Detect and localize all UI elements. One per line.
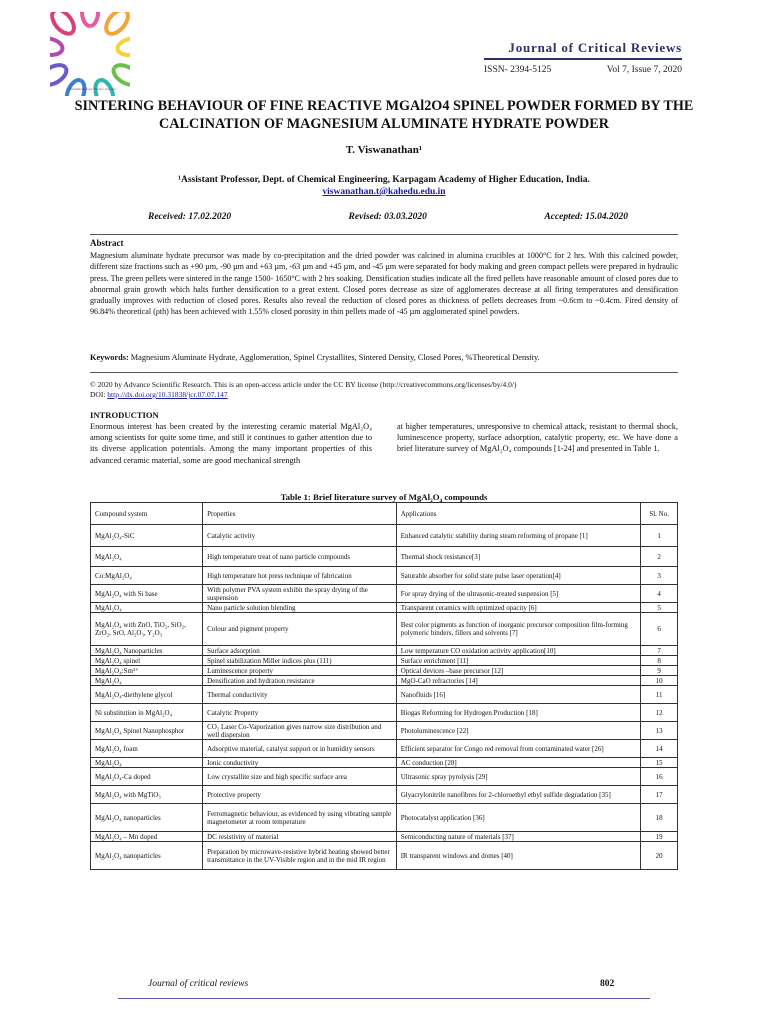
table-cell: MgAl₂O₄ [91,603,203,613]
table-row [91,740,678,758]
table-row [91,585,678,603]
issn: ISSN- 2394-5125 [484,65,552,75]
table-cell: Low crystallite size and high specific surface area [203,768,397,786]
table-cell: 5 [641,603,678,613]
table-cell: MgAl₂O₄-SiC [91,525,203,547]
table-cell: 11 [641,686,678,704]
table-cell: 17 [641,786,678,804]
table-row [91,656,678,666]
table-cell: Luminescence property [203,666,397,676]
table-cell: Transparent ceramics with optimized opacity [6] [396,603,641,613]
table-row [91,547,678,567]
logo-caption: Multidisciplinary Review Journal [68,87,116,91]
header-cell: Properties [203,503,397,525]
journal-logo [50,12,130,96]
table-cell: MgAl₂O₄ Spinel Nanophosphor [91,722,203,740]
literature-table [90,502,678,870]
table-row [91,646,678,656]
table-row [91,666,678,676]
table-cell: MgAl₂O₄ [91,758,203,768]
table-cell: Photoluminescence [22] [396,722,641,740]
table-cell: Semiconducting nature of materials [37] [396,832,641,842]
table-cell: Optical devices –base precursor [12] [396,666,641,676]
table-cell: MgO-CaO refractories [14] [396,676,641,686]
table-cell: 3 [641,567,678,585]
table-cell: MgAl₂O₄ [91,547,203,567]
table-cell: Thermal conductivity [203,686,397,704]
table-cell: Ni substitution in MgAl₂O₄ [91,704,203,722]
table-cell: 12 [641,704,678,722]
table-cell: DC resistivity of material [203,832,397,842]
header-cell: Sl. No. [641,503,678,525]
volume-issue: Vol 7, Issue 7, 2020 [606,65,682,75]
doi-line [90,390,678,400]
table-cell: 15 [641,758,678,768]
table-row [91,525,678,547]
table-cell: High temperature hot press technique of fabrication [203,567,397,585]
table-row [91,567,678,585]
table-cell: MgAl₂O₄:Sm³⁺ [91,666,203,676]
table-cell: AC conduction [28] [396,758,641,768]
table-cell: Surface adsorption [203,646,397,656]
table-cell: 7 [641,646,678,656]
table-cell: 9 [641,666,678,676]
license-text: © 2020 by Advance Scientific Research. This is an open-access article under the CC BY license (http://creativecommons.org/licenses/by/4.0/) [90,380,517,389]
affiliation: ¹Assistant Professor, Dept. of Chemical Engineering, Karpagam Academy of Higher Education, India. [178,175,590,185]
table-cell: MgAl₂O₄ spinel [91,656,203,666]
doi-label: DOI: [90,390,108,399]
table-header-row [91,503,678,525]
table-cell: Densification and hydration resistance [203,676,397,686]
table-cell: 4 [641,585,678,603]
table-cell: Glyacrylonitrile nanofibres for 2-chloroethyl ethyl sulfide degradation [35] [396,786,641,804]
introduction-left-column: Enormous interest has been created by the interesting ceramic material MgAl₂O₄ among scientists for quite some time, and still it continues to gather attention due to its diverse application potentials. Among the many important properties of this advanced ceramic material, some are good mechanical strength [90,422,372,465]
table-cell: Ferromagnetic behaviour, as evidenced by using vibrating sample magnetometer at room temperature [203,804,397,832]
table-row [91,758,678,768]
abstract-top-rule [90,234,678,235]
table-row [91,722,678,740]
abstract-body: Magnesium aluminate hydrate precursor was made by co-precipitation and the dried powder was calcined in alumina crucibles at 1000°C for 2 hrs. With this calcined powder, different size fractions such as +90 µm, -90 µm and +63 µm, -63 µm and +45 µm, and -45 µm were separated for body making and green compact pellets were prepared in hydraulic press. The green pellets were sintered in the range 1500- 1650°C with 2 hrs soaking. Densification studies indicate all the fired pellets have reasonable amount of closed pores due to abnormal grain growth which halts further densification to a great extent. Closed pores decrease as size of agglomerates decrease at all firing temperatures and densification gradually improves with reduction of closed pores. Results also reveal the reduction of closed pores as thickness of pellets decreases from ~0.6cm to ~0.4cm. Fired density of 96.84% theoretical (ρth) has been achieved with 1.55% closed porosity in thin pellets made of -45 µm agglomerated spinel powders. [90,251,678,317]
table-cell: 8 [641,656,678,666]
table-row [91,832,678,842]
keywords-list: Magnesium Aluminate Hydrate, Agglomeration, Spinel Crystallites, Sintered Density, Closed Pores, %Theoretical Density. [128,353,540,362]
table-row [91,676,678,686]
table-cell: MgAl₂O₄-Ca doped [91,768,203,786]
article-title: SINTERING BEHAVIOUR OF FINE REACTIVE MGAl2O4 SPINEL POWDER FORMED BY THE CALCINATION OF MAGNESIUM ALUMINATE HYDRATE POWDER [74,98,694,132]
table-cell: MgAl₂O₄ with MgTiO₃ [91,786,203,804]
table-cell: Best color pigments as function of inorganic precursor composition film-forming polymeric binders, fillers and solvents [7] [396,613,641,646]
table-cell: Ionic conductivity [203,758,397,768]
table-cell: 18 [641,804,678,832]
article-dates [148,212,628,222]
table-cell: 6 [641,613,678,646]
table-cell: 13 [641,722,678,740]
footer-divider [118,998,650,999]
page-number: 802 [600,979,615,989]
keywords [90,353,678,362]
copyright-notice [90,380,678,400]
table-cell: MgAl₂O₄ nanoparticles [91,842,203,870]
table-cell: MgAl₂O₄ Nanoparticles [91,646,203,656]
table-row [91,768,678,786]
table-cell: IR transparent windows and domes [40] [396,842,641,870]
table-cell: Catalytic activity [203,525,397,547]
table-cell: Efficient separator for Congo red removal from contaminated water [26] [396,740,641,758]
table-cell: Preparation by microwave-resistive hybrid heating showed better transmittance in the UV-Visible region and in the mid IR region [203,842,397,870]
table-cell: Saturable absorber for solid state pulse laser operation[4] [396,567,641,585]
table-cell: Enhanced catalytic stability during steam reforming of propane [1] [396,525,641,547]
table-cell: Ultrasonic spray pyrolysis [29] [396,768,641,786]
abstract-bottom-rule [90,372,678,373]
table-cell: Nanofluids [16] [396,686,641,704]
table-cell: Catalytic Property [203,704,397,722]
table-cell: 2 [641,547,678,567]
header-cell: Compound system [91,503,203,525]
table-cell: Spinel stabilization Miller indices plus (111) [203,656,397,666]
introduction-right-column: at higher temperatures, unresponsive to chemical attack, resistant to thermal shock, luminescence property, surface adsorption, catalytic property, etc. We have done a brief literature survey of MgAl₂O₄ compounds [1-24] and presented in Table 1. [397,422,678,454]
table-cell: MgAl₂O₄ nanoparticles [91,804,203,832]
revised-date: Revised: 03.03.2020 [348,212,427,222]
table-cell: Colour and pigment property [203,613,397,646]
table-cell: Co:MgAl₂O₄ [91,567,203,585]
author: T. Viswanathan¹ [345,144,423,156]
table-row [91,686,678,704]
doi-link[interactable]: http://dx.doi.org/10.31838/jcr.07.07.147 [107,390,228,399]
table-cell: 19 [641,832,678,842]
table-cell: Protective property [203,786,397,804]
table-row [91,786,678,804]
table-cell: With polymer PVA system exhibit the spray drying of the suspension [203,585,397,603]
keywords-label: Keywords: [90,353,129,362]
table-caption: Table 1: Brief literature survey of MgAl₂O₄ compounds [280,492,488,502]
author-email-link[interactable]: viswanathan.t@kahedu.edu.in [322,187,446,197]
table-cell: MgAl₂O₄-diethylene glycol [91,686,203,704]
table-cell: MgAl₂O₄ – Mn doped [91,832,203,842]
table-cell: Photocatalyst application [36] [396,804,641,832]
table-cell: 1 [641,525,678,547]
received-date: Received: 17.02.2020 [148,212,232,222]
table-cell: CO₂ Laser Co-Vaporization gives narrow size distribution and well dispersion [203,722,397,740]
accepted-date: Accepted: 15.04.2020 [544,212,628,222]
table-cell: 16 [641,768,678,786]
table-cell: Nano particle solution blending [203,603,397,613]
header-divider [484,58,682,60]
header-cell: Applications [396,503,641,525]
table-row [91,603,678,613]
introduction-heading: INTRODUCTION [90,410,159,420]
table-row [91,704,678,722]
abstract-heading: Abstract [90,238,124,248]
table-cell: 14 [641,740,678,758]
table-cell: MgAl₂O₄ with ZnO, TiO₂, SiO₂, ZrO₂, SrO, Al₂O₃, Y₂O₃ [91,613,203,646]
table-cell: Low temperature CO oxidation activity application[10] [396,646,641,656]
table-row [91,804,678,832]
table-cell: MgAl₂O₄ [91,676,203,686]
footer-journal-name: Journal of critical reviews [148,979,249,989]
table-cell: Surface enrichment [11] [396,656,641,666]
table-cell: Thermal shock resistance[3] [396,547,641,567]
table-cell: For spray drying of the ultrasonic-treated suspension [5] [396,585,641,603]
table-cell: MgAl₂O₄ foam [91,740,203,758]
table-cell: 20 [641,842,678,870]
table-cell: Biogas Reforming for Hydrogen Production [18] [396,704,641,722]
table-row [91,613,678,646]
journal-name: Journal of Critical Reviews [508,40,682,55]
table-cell: 10 [641,676,678,686]
table-cell: High temperature treat of nano particle compounds [203,547,397,567]
table-row [91,842,678,870]
table-cell: Adsorptive material, catalyst support or in humidity sensors [203,740,397,758]
table-cell: MgAl₂O₄ with Si base [91,585,203,603]
